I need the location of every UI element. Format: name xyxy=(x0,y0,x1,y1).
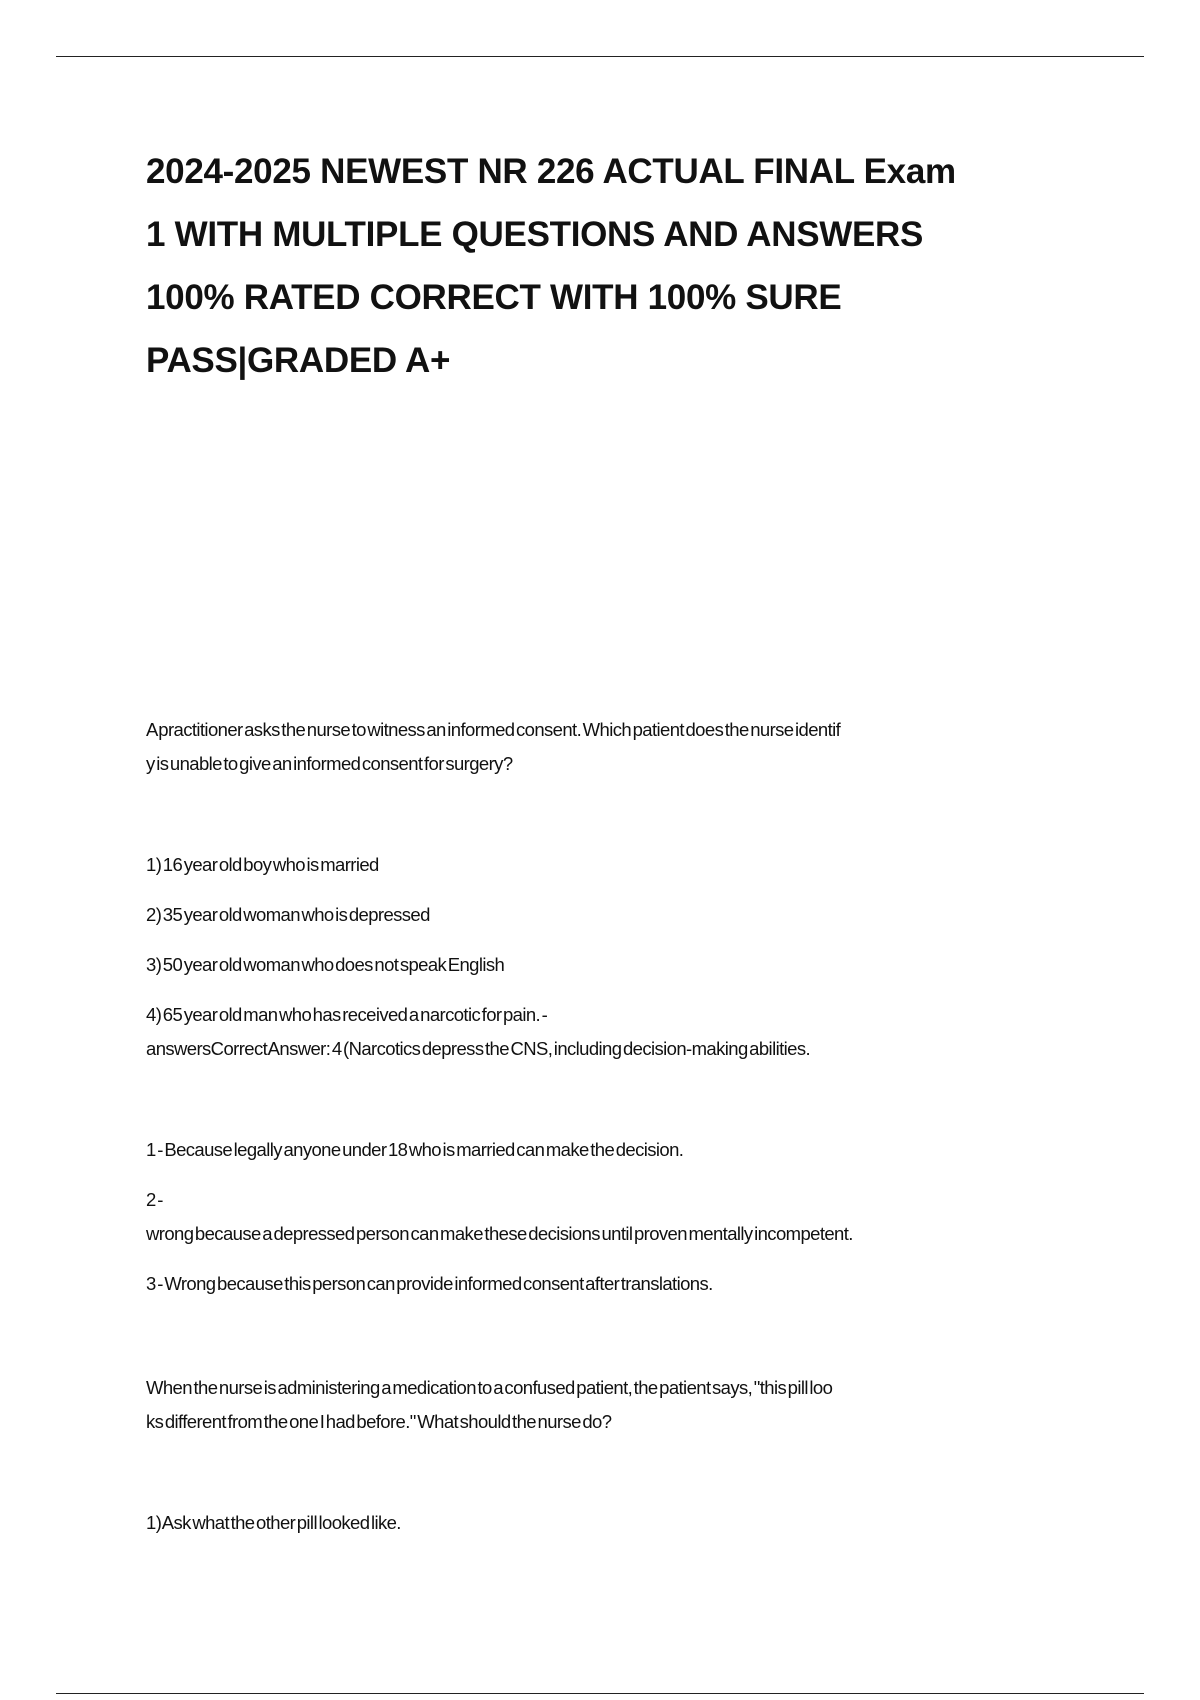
explanation-2-text: wrong because a depressed person can make these decisions until proven mentally incompetent. xyxy=(146,1223,853,1244)
question-1-answer: answersCorrect Answer: 4 (Narcotics depress the CNS, including decision-making abilities. xyxy=(146,1038,811,1059)
document-title-block xyxy=(146,140,1076,392)
question-2-option-1: 1) Ask what the other pill looked like. xyxy=(146,1512,401,1533)
question-1-option-4: 4) 65 year old man who has received a narcotic for pain. - xyxy=(146,1004,548,1025)
explanation-2-number: 2 - xyxy=(146,1189,163,1210)
header-rule xyxy=(56,56,1144,57)
question-1-stem-line-2: y is unable to give an informed consent for surgery? xyxy=(146,753,513,774)
explanation-1: 1 - Because legally anyone under 18 who is married can make the decision. xyxy=(146,1139,684,1160)
question-1-option-3: 3) 50 year old woman who does not speak English xyxy=(146,954,505,975)
document-title-line-4: PASS|GRADED A+ xyxy=(146,341,451,380)
question-1-explanations xyxy=(146,1133,1066,1317)
document-title-line-2: 1 WITH MULTIPLE QUESTIONS AND ANSWERS xyxy=(146,215,924,254)
document-title-line-1: 2024-2025 NEWEST NR 226 ACTUAL FINAL Exam xyxy=(146,152,956,191)
question-1-option-2: 2) 35 year old woman who is depressed xyxy=(146,904,430,925)
question-2-stem xyxy=(146,1371,1066,1439)
question-2-options xyxy=(146,1506,1066,1540)
document-title-line-3: 100% RATED CORRECT WITH 100% SURE xyxy=(146,278,842,317)
footer-rule xyxy=(56,1693,1144,1694)
question-2-stem-line-2: ks different from the one I had before." What should the nurse do? xyxy=(146,1411,612,1432)
question-1-stem xyxy=(146,713,1066,781)
question-2-stem-line-1: When the nurse is administering a medication to a confused patient, the patient says, "this pill loo xyxy=(146,1377,833,1398)
question-1-option-1: 1) 16 year old boy who is married xyxy=(146,854,379,875)
explanation-3: 3 - Wrong because this person can provide informed consent after translations. xyxy=(146,1273,713,1294)
question-1-stem-line-1: A practitioner asks the nurse to witness an informed consent. Which patient does the nurse identif xyxy=(146,719,841,740)
question-1-options xyxy=(146,848,1066,1082)
